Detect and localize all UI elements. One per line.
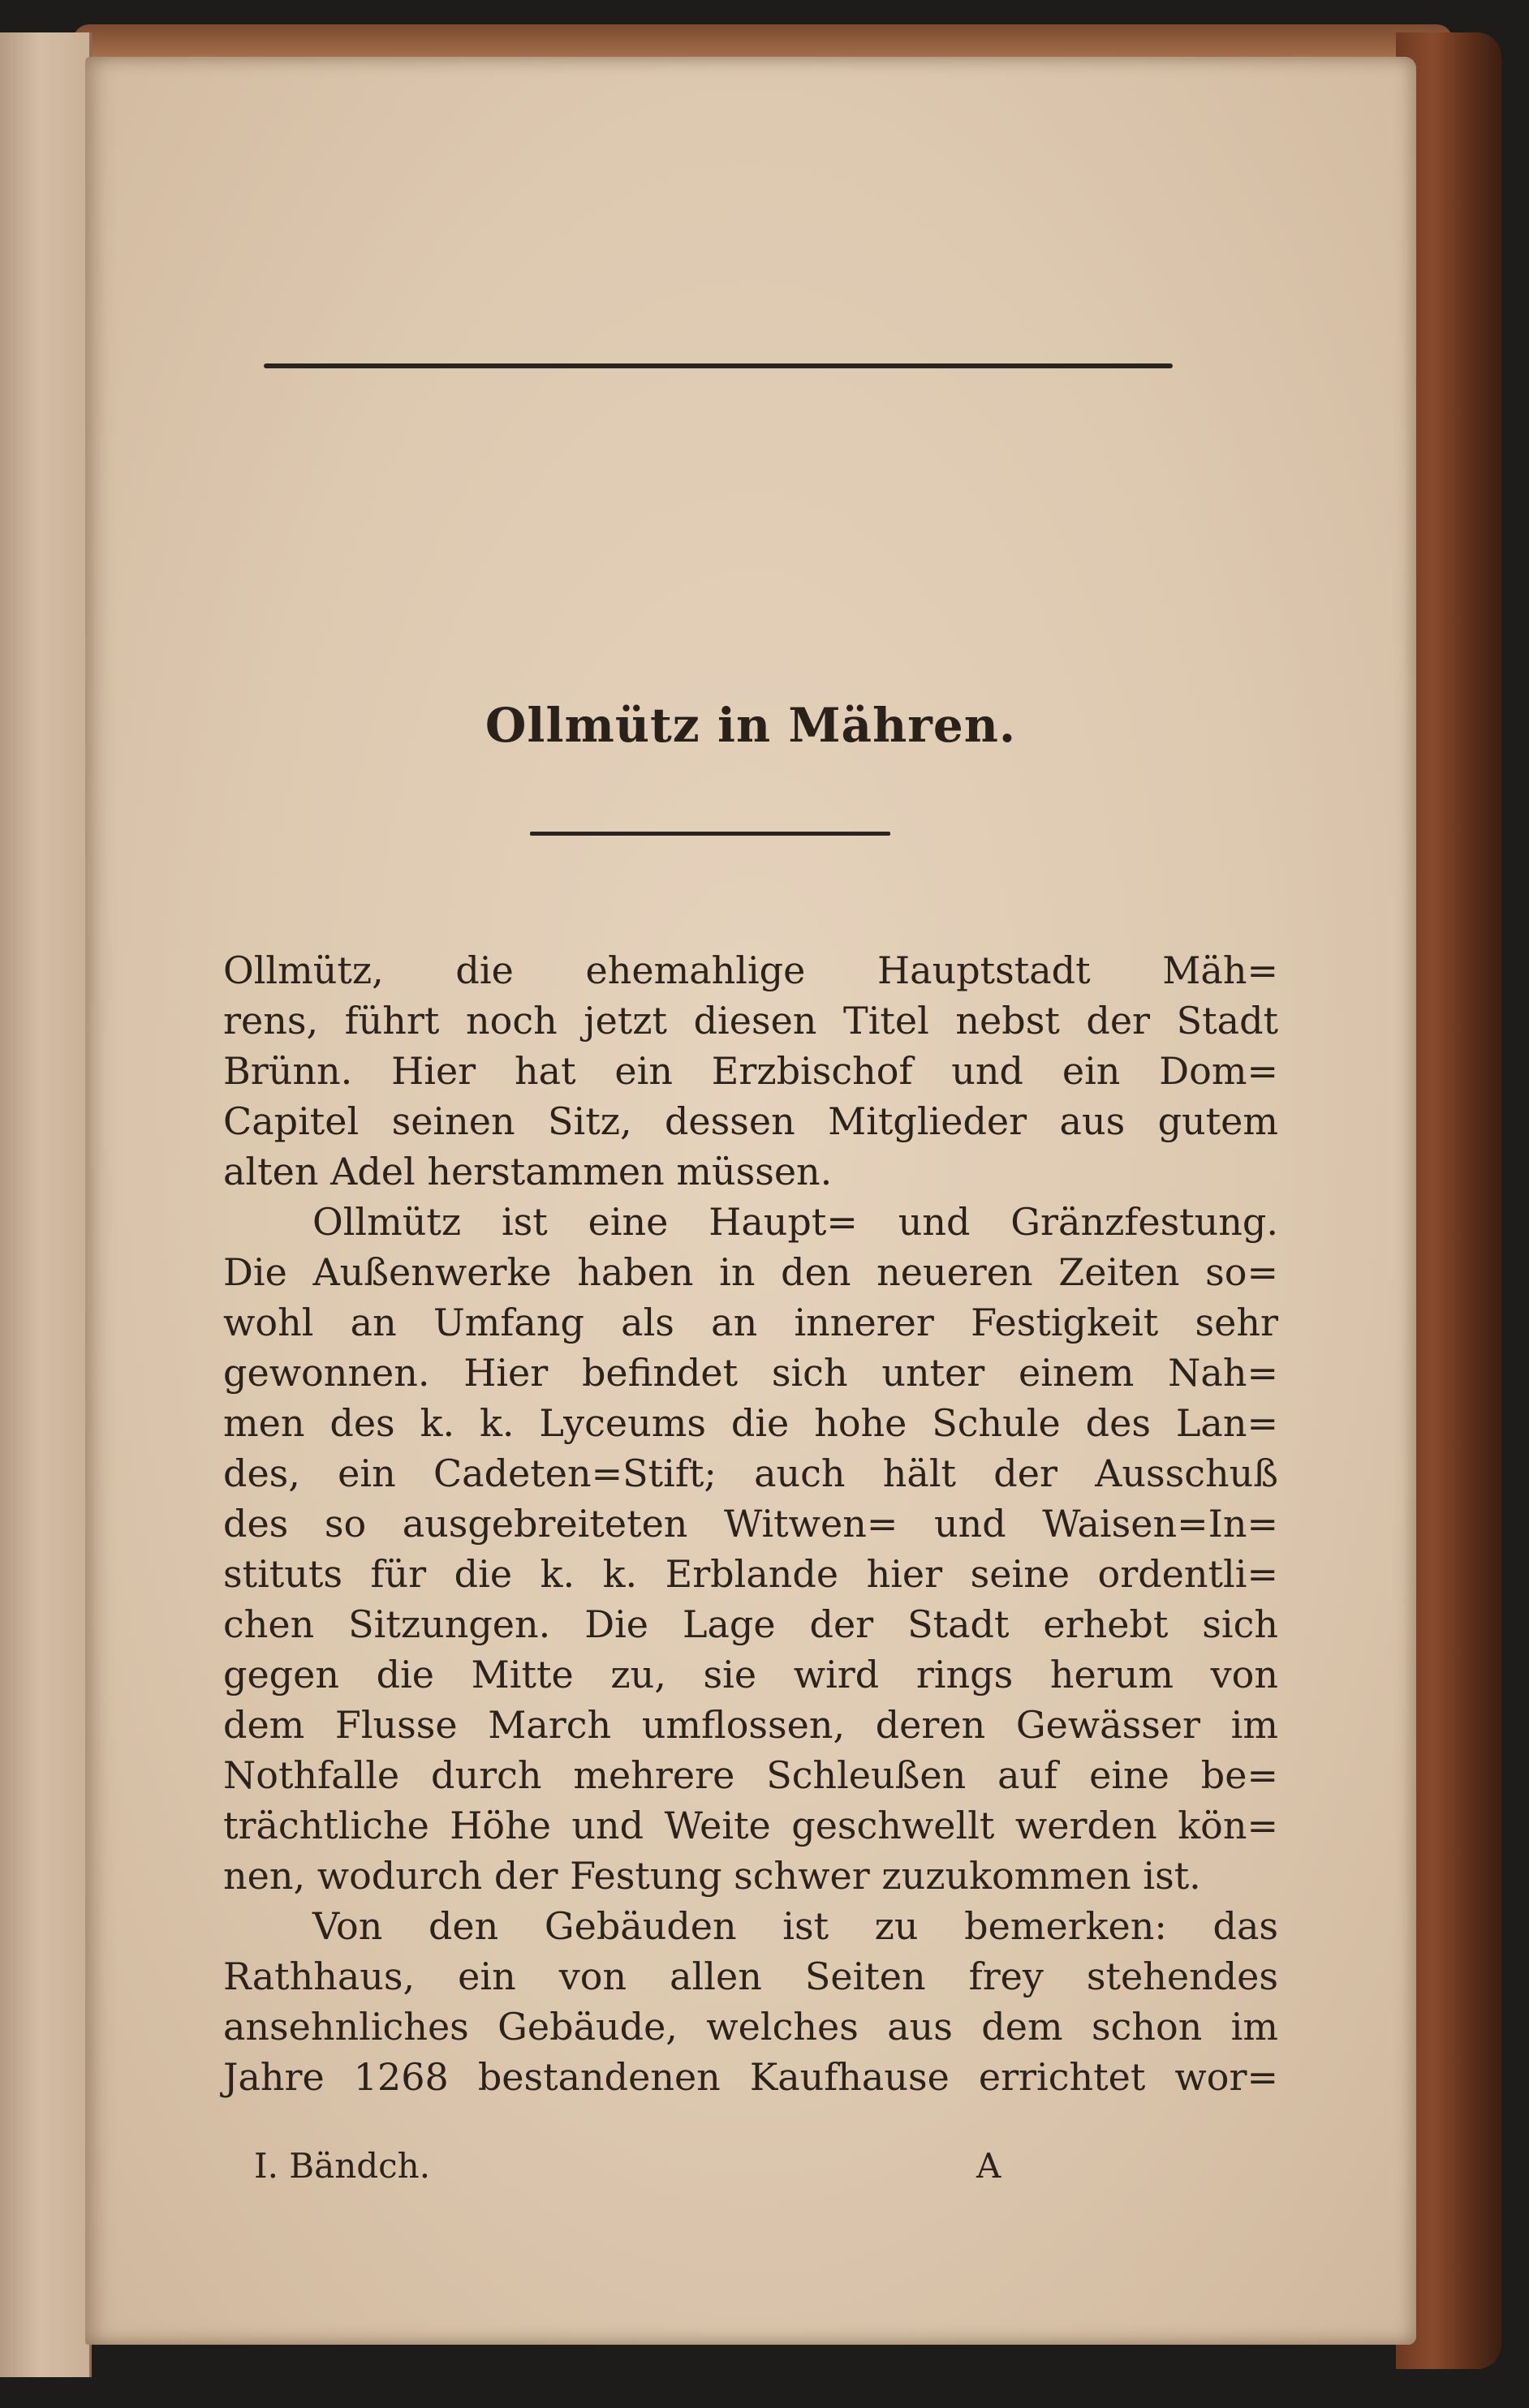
paragraph [223,945,1278,1197]
text-line: trächtliche Höhe und Weite geschwellt werden kön= [223,1804,1278,1847]
text-line: men des k. k. Lyceums die hohe Schule des Lan= [223,1401,1278,1445]
body-text [223,945,1278,2102]
text-line: Brünn. Hier hat ein Erzbischof und ein Dom= [223,1049,1278,1093]
text-line: rens, führt noch jetzt diesen Titel nebst der Stadt [223,999,1278,1043]
text-line: Ollmütz, die ehemahlige Hauptstadt Mäh= [223,948,1278,992]
book-page [85,57,1416,2345]
signature-mark: A [976,2146,1001,2186]
text-line: des so ausgebreiteten Witwen= und Waisen=In= [223,1502,1278,1546]
text-line: des, ein Cadeten=Stift; auch hält der Ausschuß [223,1451,1278,1495]
text-line: Jahre 1268 bestandenen Kaufhause errichtet wor= [223,2055,1278,2099]
text-line: chen Sitzungen. Die Lage der Stadt erhebt sich [223,1602,1278,1646]
text-line: nen, wodurch der Festung schwer zuzukommen ist. [223,1854,1201,1898]
text-line: alten Adel herstammen müssen. [223,1150,833,1193]
text-line: gewonnen. Hier befindet sich unter einem Nah= [223,1351,1278,1395]
title-rule [530,832,890,836]
text-line: gegen die Mitte zu, sie wird rings herum von [223,1653,1278,1696]
text-line: dem Flusse March umflossen, deren Gewässer im [223,1703,1278,1747]
header-rule [264,363,1173,368]
page-title: Ollmütz in Mähren. [485,698,1017,753]
previous-page-edge [0,32,92,2377]
text-line: Ollmütz ist eine Haupt= und Gränzfestung. [312,1200,1278,1244]
text-line: Capitel seinen Sitz, dessen Mitglieder aus gutem [223,1099,1278,1143]
page-footer [254,2146,1228,2203]
paragraph [223,1901,1278,2102]
text-line: Von den Gebäuden ist zu bemerken: das [312,1904,1278,1948]
volume-mark: I. Bändch. [254,2146,431,2186]
text-line: Rathhaus, ein von allen Seiten frey stehendes [223,1954,1278,1998]
text-line: Die Außenwerke haben in den neueren Zeiten so= [223,1250,1278,1294]
text-line: Nothfalle durch mehrere Schleußen auf eine be= [223,1753,1278,1797]
text-line: ansehnliches Gebäude, welches aus dem schon im [223,2005,1278,2049]
text-line: stituts für die k. k. Erblande hier seine ordentli= [223,1552,1278,1596]
paragraph [223,1197,1278,1901]
text-line: wohl an Umfang als an innerer Festigkeit sehr [223,1301,1278,1344]
